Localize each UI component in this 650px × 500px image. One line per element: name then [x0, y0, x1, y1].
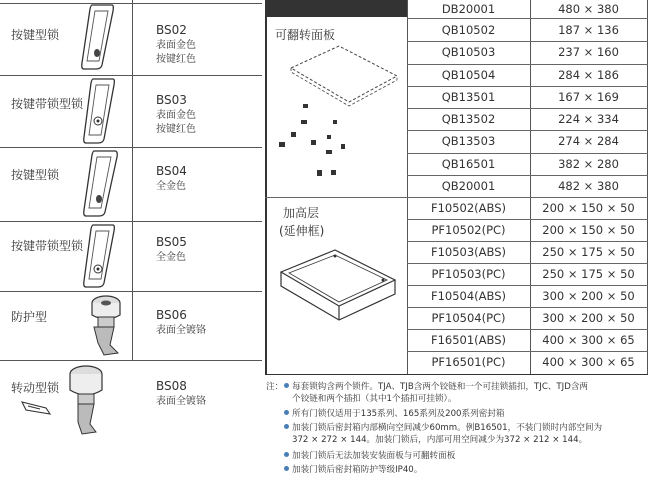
table-bottom-line	[265, 374, 648, 375]
model-cell: PF10502(PC)	[431, 223, 506, 237]
lock-desc: 全金色	[156, 252, 186, 263]
lock-row	[0, 221, 262, 292]
note-item: 加装门锁后密封箱防护等级IP40。	[284, 463, 422, 475]
model-cell: QB13501	[441, 89, 496, 104]
model-cell: QB13502	[441, 112, 496, 126]
lock-desc: 表面金色 按键红色	[156, 110, 196, 135]
size-cell: 400 × 300 × 65	[542, 355, 635, 369]
lock-model: BS02	[156, 23, 187, 37]
model-cell: QB10502	[441, 23, 496, 37]
lock-row	[0, 75, 262, 148]
lock-name: 按键带锁型锁	[11, 239, 84, 253]
push-button-keyed-lock-icon	[78, 77, 118, 145]
note-item: 加装门锁后无法加装安装面板与可翻转面板	[284, 449, 455, 461]
row-line	[407, 197, 648, 198]
flip-panel-illustration	[271, 40, 401, 190]
header-strip	[265, 0, 407, 17]
row-line	[407, 175, 648, 176]
row-line	[407, 130, 648, 131]
push-button-keyed-lock-icon	[78, 223, 118, 289]
lock-model: BS04	[156, 164, 187, 178]
lock-row	[0, 147, 262, 222]
size-cell: 167 × 169	[558, 89, 619, 104]
row-line	[407, 86, 648, 87]
size-cell: 187 × 136	[558, 23, 619, 37]
row-line	[407, 18, 648, 19]
bullet-icon	[284, 383, 289, 388]
row-line	[407, 241, 648, 242]
section-label: 可翻转面板	[275, 28, 336, 42]
model-cell: F10502(ABS)	[430, 201, 507, 215]
lock-model: BS06	[156, 308, 187, 322]
section-label: 加高层	[283, 206, 320, 220]
note-item-continued: 372 × 272 × 144。加装门锁后，内部可用空间减少为372 × 212 × 144。	[292, 435, 588, 445]
protective-lock-icon	[84, 293, 128, 357]
note-item-continued: 个铰链和两个插扣（其中1个插扣可挂锁）。	[292, 394, 457, 404]
size-cell: 300 × 200 × 50	[542, 311, 635, 325]
size-cell: 250 × 175 × 50	[542, 245, 635, 259]
bullet-icon	[284, 466, 289, 471]
note-item: 加装门锁后密封箱内部横向空间减少60mm。例B16501，不装门锁时内部空间为	[284, 421, 602, 433]
model-cell: QB16501	[441, 156, 496, 171]
size-cell: 237 × 160	[558, 45, 619, 60]
size-cell: 480 × 380	[558, 2, 619, 16]
lock-model: BS03	[156, 93, 187, 107]
size-cell: 200 × 150 × 50	[542, 201, 635, 215]
model-cell: PF10503(PC)	[431, 267, 506, 281]
accessory-size-table	[265, 0, 648, 375]
row-line	[407, 64, 648, 65]
model-cell: PF16501(PC)	[431, 355, 506, 369]
notes-prefix: 注：	[266, 382, 284, 392]
push-button-lock-icon	[78, 3, 118, 71]
model-cell: F10504(ABS)	[430, 289, 507, 303]
size-cell: 382 × 280	[558, 156, 619, 171]
model-cell: DB20001	[441, 2, 496, 16]
lock-desc: 表面全镀铬	[156, 396, 206, 407]
size-cell: 482 × 380	[558, 178, 619, 193]
model-cell: F10503(ABS)	[430, 245, 507, 259]
note-item: 每套锁钩含两个锁件。TJA、TJB含两个铰链和一个可挂锁插扣，TJC、TJD含两	[284, 380, 588, 392]
lock-desc: 表面金色 按键红色	[156, 40, 196, 65]
row-line	[407, 41, 648, 42]
model-cell: QB10503	[441, 45, 496, 60]
section-sublabel: (延伸框)	[279, 224, 325, 238]
size-cell: 224 × 334	[558, 112, 619, 126]
lock-name: 按键型锁	[11, 168, 60, 182]
section-line	[265, 197, 407, 198]
model-cell: PF10504(PC)	[431, 311, 506, 325]
model-cell: QB20001	[441, 178, 496, 193]
lock-model: BS05	[156, 235, 187, 249]
model-cell: QB13503	[441, 134, 496, 149]
lock-desc: 表面全镀铬	[156, 325, 206, 336]
row-line	[407, 351, 648, 352]
lock-name: 防护型	[11, 310, 48, 324]
lock-name: 转动型锁	[11, 381, 60, 395]
lock-model: BS08	[156, 379, 187, 393]
bullet-icon	[284, 410, 289, 415]
right-table-border	[647, 0, 648, 375]
right-table-border	[265, 0, 267, 375]
row-line	[407, 285, 648, 286]
size-cell: 300 × 200 × 50	[542, 289, 635, 303]
row-line	[407, 329, 648, 330]
size-cell: 284 × 186	[558, 67, 619, 82]
size-cell: 200 × 150 × 50	[542, 223, 635, 237]
row-line	[407, 108, 648, 109]
size-cell: 400 × 300 × 65	[542, 333, 635, 347]
lock-row	[0, 291, 262, 361]
rotary-lock-icon	[18, 362, 110, 438]
model-cell: QB10504	[441, 67, 496, 82]
row-line	[407, 219, 648, 220]
lock-desc: 全金色	[156, 181, 186, 192]
lock-name: 按键型锁	[11, 28, 60, 42]
column-divider	[132, 0, 133, 360]
row-line	[407, 153, 648, 154]
bullet-icon	[284, 424, 289, 429]
lock-row	[0, 3, 262, 76]
size-cell: 250 × 175 × 50	[542, 267, 635, 281]
size-cell: 274 × 284	[558, 134, 619, 149]
note-item: 所有门锁仅适用于135系列、165系列及200系列密封箱	[284, 407, 505, 419]
row-line	[407, 263, 648, 264]
push-button-lock-icon	[78, 149, 122, 219]
lock-row	[0, 360, 262, 440]
riser-frame-illustration	[271, 240, 403, 330]
row-line	[407, 307, 648, 308]
bullet-icon	[284, 452, 289, 457]
lock-name: 按键带锁型锁	[11, 97, 84, 111]
model-cell: F16501(ABS)	[430, 333, 507, 347]
